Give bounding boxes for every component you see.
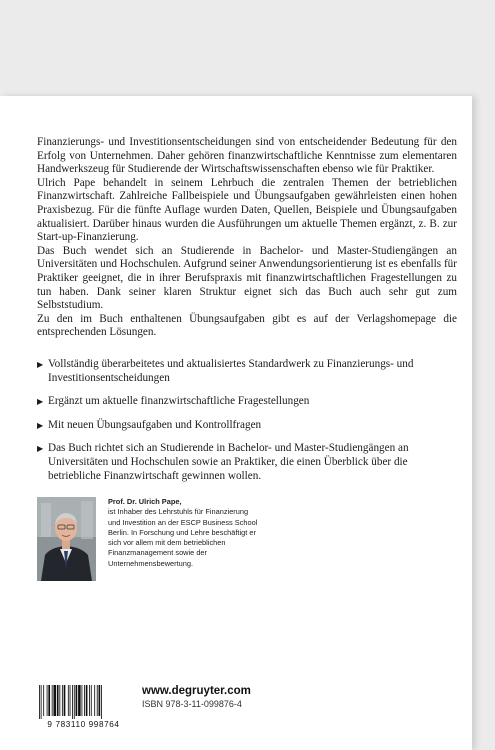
barcode-bar <box>53 685 56 716</box>
barcode-bar <box>52 685 53 716</box>
bullet-arrow-icon: ▶ <box>37 420 44 430</box>
author-name: Prof. Dr. Ulrich Pape, <box>108 497 182 506</box>
back-cover <box>0 96 472 750</box>
feature-text: Vollständig überarbeitetes und aktualisiertes Standardwerk zu Finanzierungs- und Investitionsentscheidungen <box>48 358 414 384</box>
barcode-bar <box>78 685 81 716</box>
barcode-digits: 9 783110 998764 <box>47 720 120 729</box>
barcode-bars <box>37 685 130 719</box>
feature-text: Das Buch richtet sich an Studierende in Bachelor- und Master-Studiengängen an Universitäten und Hochschulen sowie an Praktiker, die einen Überblick über die betriebliche Finanzwirtschaft gewinnen wollen. <box>48 442 409 482</box>
barcode-bar <box>68 685 69 716</box>
barcode-bar <box>82 685 83 716</box>
barcode-bar <box>89 685 90 716</box>
barcode-bar <box>64 685 66 716</box>
bullet-arrow-icon: ▶ <box>37 397 44 407</box>
barcode-bar <box>43 685 44 716</box>
barcode-bar <box>47 685 48 716</box>
barcode-bar <box>99 685 101 716</box>
feature-list-item <box>37 358 457 385</box>
barcode-bar <box>72 685 73 719</box>
barcode-bar <box>91 685 92 716</box>
barcode-bar <box>84 685 85 716</box>
description-paragraph: Zu den im Buch enthaltenen Übungsaufgaben gibt es auf der Verlagshomepage die entsprechenden Lösungen. <box>37 312 457 339</box>
description-paragraph: Ulrich Pape behandelt in seinem Lehrbuch die zentralen Themen der betrieblichen Finanzwirtschaft. Zahlreiche Fallbeispiele und Übungsaufgaben gewährleisten einen hohen Praxisbezug. Für die fünfte Auflage wurden Daten, Quellen, Beispiele und Übungsaufgaben aktualisiert. Darüber hinaus wurden die Ausführungen um aktuelle Themen ergänzt, z. B. zur Start-up-Finanzierung. <box>37 176 457 244</box>
barcode-bar <box>41 685 42 719</box>
publisher-info <box>142 685 251 709</box>
author-description: ist Inhaber des Lehrstuhls für Finanzierung und Investition an der ESCP Business School Berlin. In Forschung und Lehre beschäftigt er sich vor allem mit dem betrieblichen Finanzmanagement sowie der Unternehmensbewertung. <box>108 507 258 568</box>
feature-text: Ergänzt um aktuelle finanzwirtschaftliche Fragestellungen <box>48 395 310 408</box>
feature-list-item <box>37 442 457 483</box>
barcode-bar <box>86 685 88 716</box>
feature-text: Mit neuen Übungsaufgaben und Kontrollfragen <box>48 418 262 431</box>
barcode-bar <box>62 685 63 716</box>
barcode-bar <box>39 685 40 719</box>
book-description <box>37 136 457 340</box>
barcode-bar <box>59 685 60 716</box>
isbn-barcode <box>37 685 130 733</box>
description-paragraph: Das Buch wendet sich an Studierende in Bachelor- und Master-Studiengängen an Universitäten und Hochschulen. Aufgrund seiner Anwendungsorientierung ist es ebenfalls für Praktiker geeignet, die in ihrer Berufspraxis mit finanzwirtschaftlichen Fragestellungen zu tun haben. Dank seiner klaren Struktur eignet sich das Buch auch sehr gut zum Selbststudium. <box>37 244 457 312</box>
barcode-bar <box>97 685 98 716</box>
barcode-bar <box>101 685 102 719</box>
feature-list-item <box>37 395 457 409</box>
author-section <box>37 497 457 587</box>
description-paragraph: Finanzierungs- und Investitionsentscheidungen sind von entscheidender Bedeutung für den Erfolg von Unternehmen. Daher gehören finanzwirtschaftliche Kenntnisse zum elementaren Handwerkszeug für Studierende der Wirtschaftswissenschaften ebenso wie für Praktiker. <box>37 136 457 176</box>
isbn-number: ISBN 978-3-11-099876-4 <box>142 699 242 709</box>
barcode-bar <box>74 685 75 719</box>
barcode-bar <box>76 685 78 716</box>
barcode-bar <box>94 685 95 716</box>
author-portrait <box>37 497 96 581</box>
barcode-bar <box>57 685 59 716</box>
feature-list <box>37 358 457 493</box>
barcode-bar <box>48 685 50 716</box>
feature-list-item <box>37 419 457 433</box>
bullet-arrow-icon: ▶ <box>37 444 44 454</box>
bullet-arrow-icon: ▶ <box>37 360 44 369</box>
publisher-website: www.degruyter.com <box>142 685 251 697</box>
barcode-bar <box>70 685 71 716</box>
author-bio <box>108 497 258 569</box>
